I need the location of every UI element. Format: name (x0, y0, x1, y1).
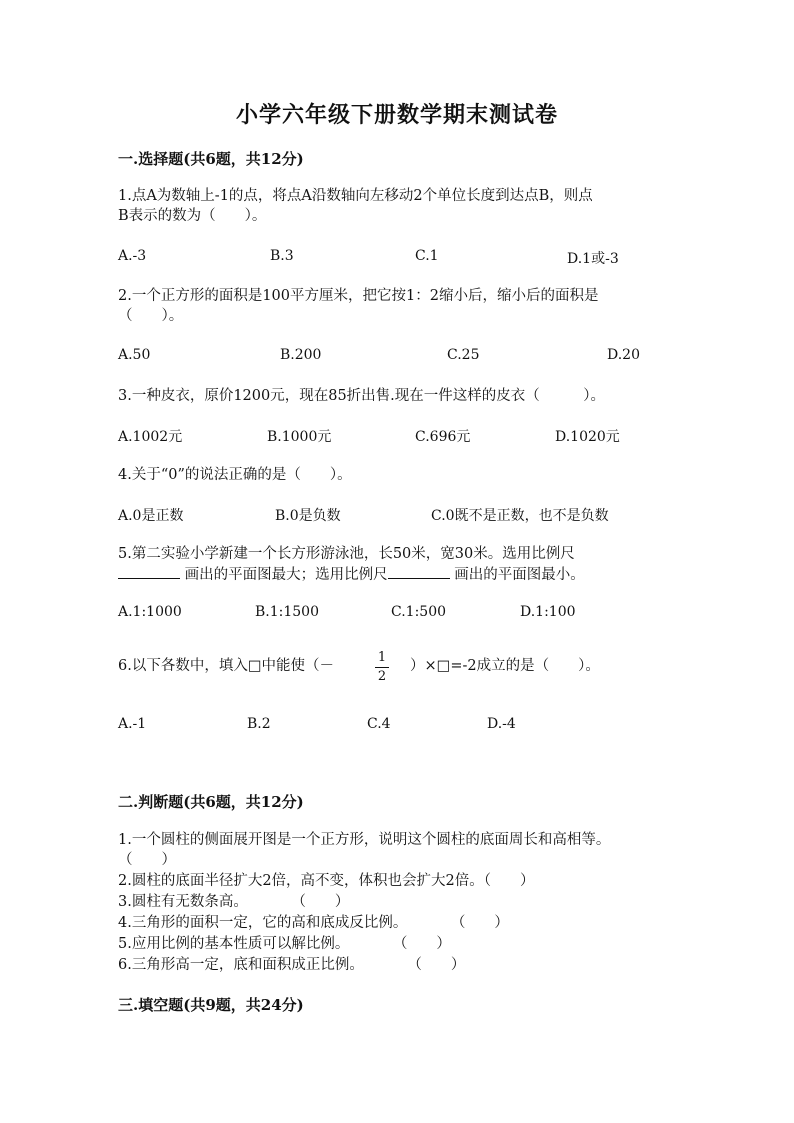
judge-item-3: 3.圆柱有无数条高。 （ ） (118, 894, 350, 910)
answer-blank[interactable] (388, 564, 450, 579)
question-4-line-1: 4.关于“0”的说法正确的是（ ）。 (118, 467, 352, 483)
judge-item-2: 2.圆柱的底面半径扩大2倍，高不变，体积也会扩大2倍。（ ） (118, 873, 535, 889)
section-heading-choice: 一.选择题(共6题，共12分) (118, 150, 304, 168)
answer-blank[interactable] (118, 564, 180, 579)
q5-option-d: D.1:100 (520, 604, 576, 620)
q1-option-b: B.3 (270, 248, 294, 264)
q3-option-a: A.1002元 (118, 429, 183, 445)
q2-option-c: C.25 (447, 347, 480, 363)
question-2-line-1: 2.一个正方形的面积是100平方厘米，把它按1：2缩小后，缩小后的面积是 (118, 288, 599, 304)
q1-option-c: C.1 (415, 248, 439, 264)
q6-option-c: C.4 (367, 716, 391, 732)
q5-option-a: A.1:1000 (118, 604, 182, 620)
judge-item-4: 4.三角形的面积一定，它的高和底成反比例。 （ ） (118, 915, 509, 931)
judge-item-6: 6.三角形高一定，底和面积成正比例。 （ ） (118, 957, 466, 973)
q4-option-c: C.0既不是正数，也不是负数 (431, 508, 609, 524)
question-6-suffix: ）×□=-2成立的是（ ）。 (410, 658, 600, 674)
q4-option-a: A.0是正数 (118, 508, 184, 524)
judge-item-1-bracket: （ ） (118, 852, 176, 868)
judge-item-5: 5.应用比例的基本性质可以解比例。 （ ） (118, 936, 451, 952)
q3-option-c: C.696元 (415, 429, 471, 445)
q2-option-a: A.50 (118, 347, 151, 363)
q6-option-a: A.-1 (118, 716, 147, 732)
question-5-text-b: 画出的平面图最小。 (454, 567, 585, 583)
q5-option-b: B.1:1500 (255, 604, 319, 620)
q1-option-d: D.1或-3 (567, 251, 619, 267)
question-3-line-1: 3.一种皮衣，原价1200元，现在85折出售.现在一件这样的皮衣（ ）。 (118, 388, 606, 404)
question-5-line-2 (118, 564, 585, 585)
q1-option-a: A.-3 (118, 248, 147, 264)
q2-option-d: D.20 (607, 347, 640, 363)
question-5-line-1: 5.第二实验小学新建一个长方形游泳池，长50米，宽30米。选用比例尺 (118, 546, 575, 562)
section-heading-fill: 三.填空题(共9题，共24分) (118, 996, 304, 1014)
q6-option-d: D.-4 (487, 716, 516, 732)
q3-option-b: B.1000元 (267, 429, 332, 445)
q4-option-b: B.0是负数 (275, 508, 341, 524)
question-1-line-1: 1.点A为数轴上-1的点，将点A沿数轴向左移动2个单位长度到达点B，则点 (118, 188, 593, 204)
question-2-line-2: （ ）。 (118, 308, 184, 324)
fraction-denominator: 2 (377, 669, 387, 684)
question-6-prefix: 6.以下各数中，填入□中能使（－ (118, 658, 335, 674)
question-5-text-a: 画出的平面图最大；选用比例尺 (184, 567, 388, 583)
question-1-line-2: B表示的数为（ ）。 (118, 208, 267, 224)
fraction-numerator: 1 (377, 650, 387, 665)
q2-option-b: B.200 (280, 347, 322, 363)
q6-option-b: B.2 (247, 716, 271, 732)
judge-item-1: 1.一个圆柱的侧面展开图是一个正方形，说明这个圆柱的底面周长和高相等。 (118, 832, 611, 848)
section-heading-judge: 二.判断题(共6题，共12分) (118, 793, 304, 811)
page-title: 小学六年级下册数学期末测试卷 (235, 102, 558, 128)
fraction-one-half (375, 650, 389, 685)
q3-option-d: D.1020元 (555, 429, 620, 445)
q5-option-c: C.1:500 (391, 604, 447, 620)
